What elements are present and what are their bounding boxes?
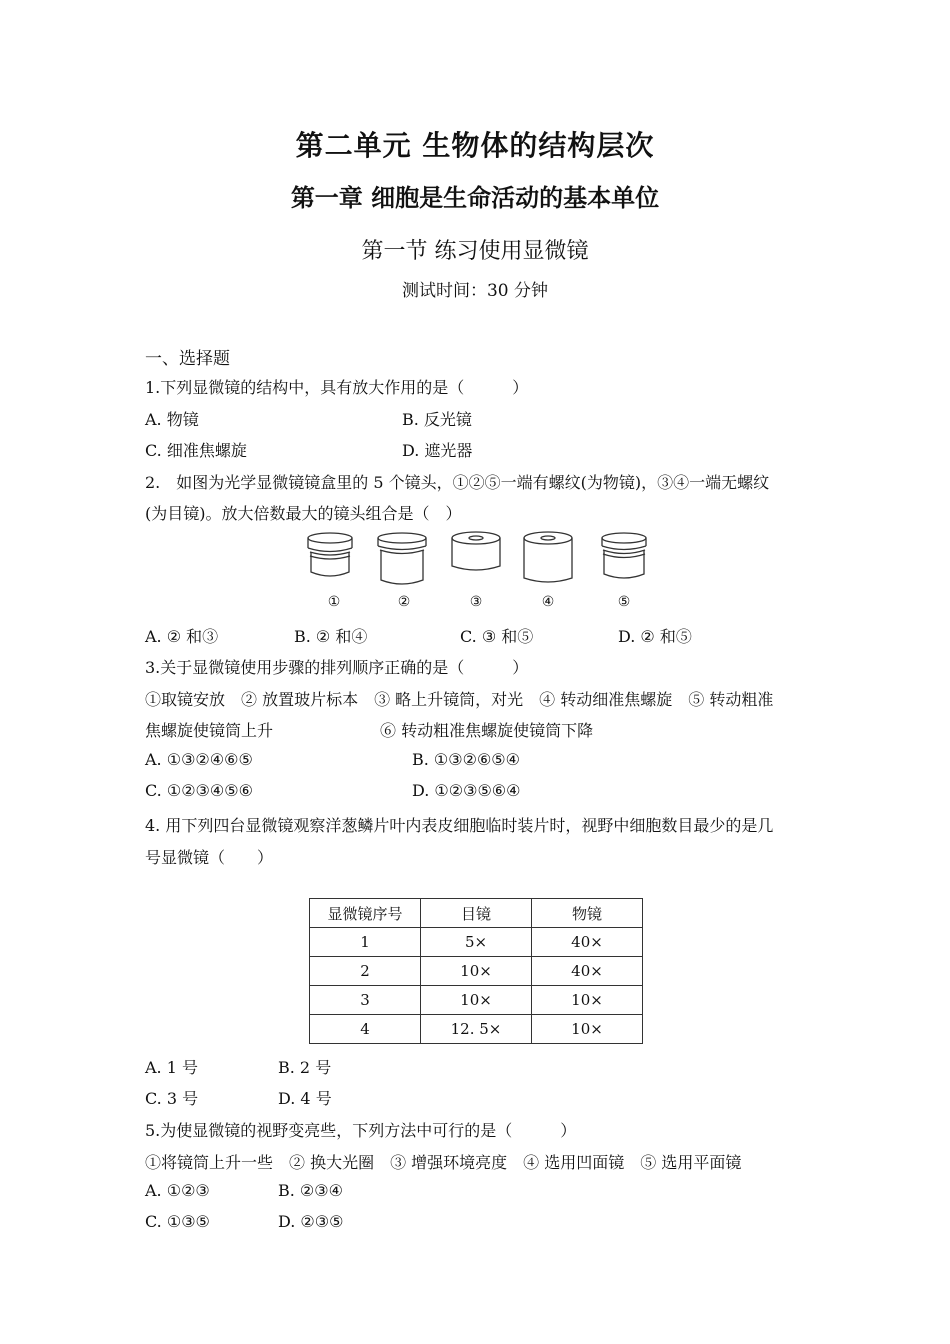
lens-1-icon: [308, 533, 352, 576]
table-cell: 40×: [532, 928, 643, 957]
lens-label-3: ③: [469, 594, 483, 610]
question-3-steps-line2b: ⑥ 转动粗准焦螺旋使镜筒下降: [380, 721, 594, 740]
question-1-option-c: C. 细准焦螺旋: [145, 441, 247, 460]
question-4-option-b: B. 2 号: [278, 1058, 332, 1077]
table-cell: 10×: [421, 957, 532, 986]
question-5-methods: ①将镜筒上升一些 ② 换大光圈 ③ 增强环境亮度 ④ 选用凹面镜 ⑤ 选用平面镜: [145, 1153, 742, 1172]
part-heading: 一、选择题: [145, 349, 230, 369]
table-cell: 12. 5×: [421, 1015, 532, 1044]
lens-4-icon: [524, 532, 572, 582]
table-cell: 10×: [532, 1015, 643, 1044]
question-5-option-b: B. ②③④: [278, 1181, 343, 1200]
question-5-option-a: A. ①②③: [145, 1181, 210, 1200]
question-5-option-d: D. ②③⑤: [278, 1212, 344, 1231]
question-4-stem-line1: 4. 用下列四台显微镜观察洋葱鳞片叶内表皮细胞临时装片时，视野中细胞数目最少的是几: [145, 816, 774, 835]
lens-3-icon: [452, 532, 500, 570]
question-4-option-c: C. 3 号: [145, 1089, 199, 1108]
table-cell: 10×: [532, 986, 643, 1015]
question-5-option-c: C. ①③⑤: [145, 1212, 210, 1231]
question-1-option-a: A. 物镜: [145, 410, 199, 429]
lens-label-2: ②: [397, 594, 411, 610]
lens-label-4: ④: [541, 594, 555, 610]
table-row: [310, 986, 643, 1015]
lens-2-icon: [378, 533, 426, 584]
question-1-stem: 1.下列显微镜的结构中，具有放大作用的是（ ）: [145, 378, 529, 397]
question-1-option-b: B. 反光镜: [402, 410, 472, 429]
question-2-option-c: C. ③ 和⑤: [460, 627, 534, 646]
question-3-option-b: B. ①③②⑥⑤④: [412, 750, 520, 769]
table-row: [310, 928, 643, 957]
table-cell: 2: [310, 957, 421, 986]
question-3-option-c: C. ①②③④⑤⑥: [145, 781, 253, 800]
question-5-stem: 5.为使显微镜的视野变亮些，下列方法中可行的是（ ）: [145, 1121, 577, 1140]
question-2-option-d: D. ② 和⑤: [618, 627, 692, 646]
table-cell: 5×: [421, 928, 532, 957]
question-3-option-a: A. ①③②④⑥⑤: [145, 750, 253, 769]
lens-label-5: ⑤: [617, 594, 631, 610]
table-cell: 4: [310, 1015, 421, 1044]
table-cell: 40×: [532, 957, 643, 986]
chapter-title: 第一章 细胞是生命活动的基本单位: [290, 184, 660, 212]
question-2-stem-line2: (为目镜)。放大倍数最大的镜头组合是（ ）: [145, 504, 462, 523]
question-4-option-a: A. 1 号: [145, 1058, 198, 1077]
question-4-stem-line2: 号显微镜（ ）: [145, 848, 274, 867]
test-time: 测试时间：30 分钟: [401, 281, 549, 301]
table-header: 目镜: [421, 899, 532, 928]
unit-title: 第二单元 生物体的结构层次: [295, 129, 655, 162]
table-cell: 3: [310, 986, 421, 1015]
question-2-option-b: B. ② 和④: [294, 627, 368, 646]
question-3-stem: 3.关于显微镜使用步骤的排列顺序正确的是（ ）: [145, 658, 529, 677]
table-row: [310, 957, 643, 986]
table-row: [310, 1015, 643, 1044]
section-title: 第一节 练习使用显微镜: [361, 239, 589, 264]
table-header: 物镜: [532, 899, 643, 928]
table-cell: 1: [310, 928, 421, 957]
question-3-steps-line2a: 焦螺旋使镜筒上升: [145, 721, 274, 740]
table-header: 显微镜序号: [310, 899, 421, 928]
question-1-option-d: D. 遮光器: [402, 441, 473, 460]
lens-5-icon: [602, 533, 646, 578]
question-2-stem-line1: 2. 如图为光学显微镜镜盒里的 5 个镜头，①②⑤一端有螺纹(为物镜)，③④一端无螺纹: [145, 473, 770, 492]
lens-label-1: ①: [327, 594, 341, 610]
microscope-table: [309, 898, 643, 1044]
question-3-option-d: D. ①②③⑤⑥④: [412, 781, 521, 800]
table-cell: 10×: [421, 986, 532, 1015]
question-2-option-a: A. ② 和③: [145, 627, 219, 646]
table-header-row: [310, 899, 643, 928]
question-3-steps-line1: ①取镜安放 ② 放置玻片标本 ③ 略上升镜筒，对光 ④ 转动细准焦螺旋 ⑤ 转动粗准: [145, 690, 774, 709]
question-4-option-d: D. 4 号: [278, 1089, 332, 1108]
lens-figure: [300, 528, 670, 592]
